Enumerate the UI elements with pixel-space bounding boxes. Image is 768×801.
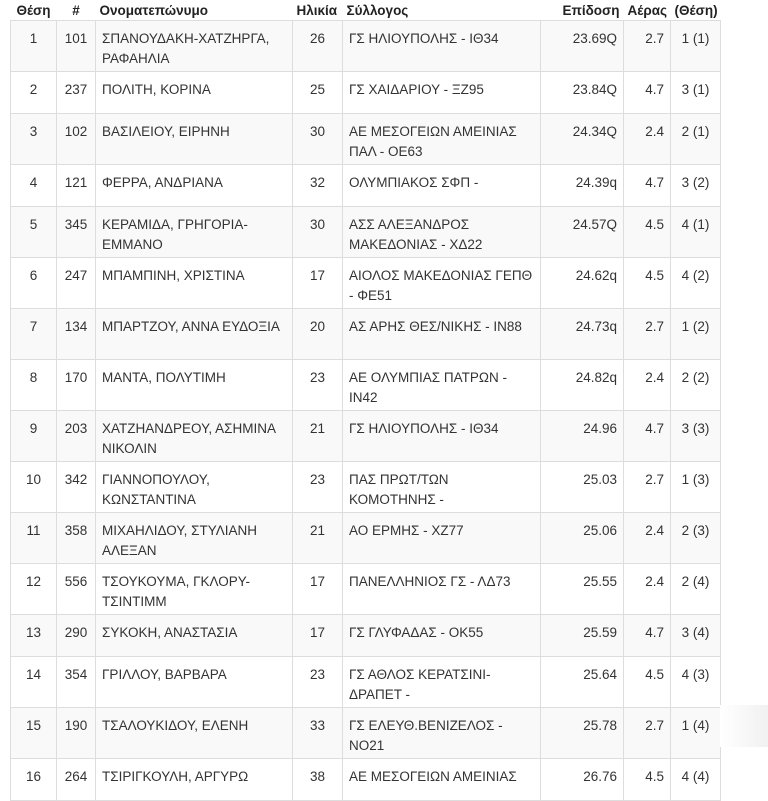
cell-age: 26 xyxy=(293,21,343,72)
cell-performance: 24.96 xyxy=(541,411,624,462)
cell-wind: 4.5 xyxy=(624,759,671,801)
cell-wind: 4.5 xyxy=(624,657,671,708)
table-row xyxy=(11,708,721,759)
cell-athlete-name: ΓΡΙΛΛΟΥ, ΒΑΡΒΑΡΑ xyxy=(96,657,293,708)
cell-athlete-name: ΤΣΟΥΚΟΥΜΑ, ΓΚΛΟΡΥ-ΤΣΙΝΤΙΜΜ xyxy=(96,564,293,615)
cell-position: 12 xyxy=(11,564,57,615)
table-row xyxy=(11,657,721,708)
cell-wind: 2.4 xyxy=(624,114,671,165)
cell-bib-number: 102 xyxy=(57,114,96,165)
table-row xyxy=(11,165,721,207)
cell-position: 4 xyxy=(11,165,57,207)
table-row xyxy=(11,759,721,801)
cell-performance: 25.55 xyxy=(541,564,624,615)
cell-athlete-name: ΣΠΑΝΟΥΔΑΚΗ-ΧΑΤΖΗΡΓΑ, ΡΑΦΑΗΛΙΑ xyxy=(96,21,293,72)
cell-athlete-name: ΜΙΧΑΗΛΙΔΟΥ, ΣΤΥΛΙΑΝΗ ΑΛΕΞΑΝ xyxy=(96,513,293,564)
table-row xyxy=(11,462,721,513)
cell-athlete-name: ΦΕΡΡΑ, ΑΝΔΡΙΑΝΑ xyxy=(96,165,293,207)
cell-age: 25 xyxy=(293,72,343,114)
cell-club: ΓΣ ΓΛΥΦΑΔΑΣ - ΟΚ55 xyxy=(343,615,541,657)
cell-heat-position: 4 (4) xyxy=(671,759,721,801)
cell-bib-number: 290 xyxy=(57,615,96,657)
cell-wind: 4.7 xyxy=(624,72,671,114)
cell-age: 23 xyxy=(293,462,343,513)
cell-position: 2 xyxy=(11,72,57,114)
cell-athlete-name: ΜΑΝΤΑ, ΠΟΛΥΤΙΜΗ xyxy=(96,360,293,411)
cell-age: 17 xyxy=(293,564,343,615)
cell-club: ΑΙΟΛΟΣ ΜΑΚΕΔΟΝΙΑΣ ΓΕΠΘ - ΦΕ51 xyxy=(343,258,541,309)
table-row xyxy=(11,564,721,615)
cell-bib-number: 358 xyxy=(57,513,96,564)
cell-age: 23 xyxy=(293,360,343,411)
cell-athlete-name: ΒΑΣΙΛΕΙΟΥ, ΕΙΡΗΝΗ xyxy=(96,114,293,165)
cell-heat-position: 1 (4) xyxy=(671,708,721,759)
header-position[interactable]: Θέση xyxy=(16,2,51,18)
cell-bib-number: 345 xyxy=(57,207,96,258)
cell-club: ΓΣ ΗΛΙΟΥΠΟΛΗΣ - ΙΘ34 xyxy=(343,21,541,72)
cell-position: 7 xyxy=(11,309,57,360)
cell-club: ΑΟ ΕΡΜΗΣ - ΧΖ77 xyxy=(343,513,541,564)
cell-heat-position: 4 (2) xyxy=(671,258,721,309)
table-row xyxy=(11,258,721,309)
cell-athlete-name: ΓΙΑΝΝΟΠΟΥΛΟΥ, ΚΩΝΣΤΑΝΤΙΝΑ xyxy=(96,462,293,513)
table-header xyxy=(11,0,721,21)
cell-wind: 2.7 xyxy=(624,21,671,72)
cell-bib-number: 247 xyxy=(57,258,96,309)
cell-performance: 23.69Q xyxy=(541,21,624,72)
cell-club: ΓΣ ΧΑΙΔΑΡΙΟΥ - ΞΖ95 xyxy=(343,72,541,114)
cell-club: ΑΕ ΟΛΥΜΠΙΑΣ ΠΑΤΡΩΝ - ΙΝ42 xyxy=(343,360,541,411)
cell-age: 20 xyxy=(293,309,343,360)
cell-wind: 4.7 xyxy=(624,411,671,462)
table-row xyxy=(11,360,721,411)
cell-position: 13 xyxy=(11,615,57,657)
cell-performance: 26.76 xyxy=(541,759,624,801)
cell-position: 8 xyxy=(11,360,57,411)
cell-heat-position: 1 (2) xyxy=(671,309,721,360)
cell-age: 23 xyxy=(293,657,343,708)
cell-bib-number: 342 xyxy=(57,462,96,513)
cell-heat-position: 2 (3) xyxy=(671,513,721,564)
cell-wind: 4.7 xyxy=(624,615,671,657)
cell-athlete-name: ΤΣΙΡΙΓΚΟΥΛΗ, ΑΡΓΥΡΩ xyxy=(96,759,293,801)
table-row xyxy=(11,309,721,360)
cell-bib-number: 264 xyxy=(57,759,96,801)
cell-athlete-name: ΚΕΡΑΜΙΔΑ, ΓΡΗΓΟΡΙΑ-ΕΜΜΑΝΟ xyxy=(96,207,293,258)
results-table-container xyxy=(10,0,720,801)
cell-club: ΠΑΝΕΛΛΗΝΙΟΣ ΓΣ - ΛΔ73 xyxy=(343,564,541,615)
cell-position: 14 xyxy=(11,657,57,708)
cell-wind: 2.4 xyxy=(624,360,671,411)
table-row xyxy=(11,411,721,462)
cell-athlete-name: ΤΣΑΛΟΥΚΙΔΟΥ, ΕΛΕΝΗ xyxy=(96,708,293,759)
cell-bib-number: 190 xyxy=(57,708,96,759)
cell-performance: 25.64 xyxy=(541,657,624,708)
cell-club: ΑΕ ΜΕΣΟΓΕΙΩΝ ΑΜΕΙΝΙΑΣ xyxy=(343,759,541,801)
cell-club: ΟΛΥΜΠΙΑΚΟΣ ΣΦΠ - xyxy=(343,165,541,207)
cell-wind: 2.7 xyxy=(624,309,671,360)
cell-heat-position: 3 (3) xyxy=(671,411,721,462)
cell-bib-number: 556 xyxy=(57,564,96,615)
cell-bib-number: 121 xyxy=(57,165,96,207)
cell-performance: 24.73q xyxy=(541,309,624,360)
cell-club: ΑΣ ΑΡΗΣ ΘΕΣ/ΝΙΚΗΣ - ΙΝ88 xyxy=(343,309,541,360)
cell-performance: 24.62q xyxy=(541,258,624,309)
cell-age: 30 xyxy=(293,114,343,165)
table-row xyxy=(11,21,721,72)
cell-performance: 24.39q xyxy=(541,165,624,207)
cell-age: 30 xyxy=(293,207,343,258)
cell-age: 21 xyxy=(293,513,343,564)
cell-performance: 25.06 xyxy=(541,513,624,564)
table-body xyxy=(11,21,721,801)
cell-wind: 2.7 xyxy=(624,708,671,759)
cell-heat-position: 1 (1) xyxy=(671,21,721,72)
cell-heat-position: 4 (1) xyxy=(671,207,721,258)
header-row xyxy=(11,0,721,21)
cell-wind: 4.7 xyxy=(624,165,671,207)
cell-position: 10 xyxy=(11,462,57,513)
table-row xyxy=(11,114,721,165)
header-club[interactable]: Σύλλογος xyxy=(346,2,409,18)
cell-position: 5 xyxy=(11,207,57,258)
header-heat-position[interactable]: (Θέση) xyxy=(674,2,718,18)
cell-bib-number: 354 xyxy=(57,657,96,708)
cell-position: 15 xyxy=(11,708,57,759)
cell-heat-position: 3 (2) xyxy=(671,165,721,207)
cell-performance: 23.84Q xyxy=(541,72,624,114)
cell-athlete-name: ΜΠΑΡΤΖΟΥ, ΑΝΝΑ ΕΥΔΟΞΙΑ xyxy=(96,309,293,360)
cell-heat-position: 2 (1) xyxy=(671,114,721,165)
header-name[interactable]: Ονοματεπώνυμο xyxy=(99,2,208,18)
table-row xyxy=(11,207,721,258)
cell-wind: 2.4 xyxy=(624,513,671,564)
cell-heat-position: 3 (1) xyxy=(671,72,721,114)
cell-club: ΑΕ ΜΕΣΟΓΕΙΩΝ ΑΜΕΙΝΙΑΣ ΠΑΛ - ΟΕ63 xyxy=(343,114,541,165)
cell-athlete-name: ΧΑΤΖΗΑΝΔΡΕΟΥ, ΑΣΗΜΙΝΑ ΝΙΚΟΛΙΝ xyxy=(96,411,293,462)
cell-wind: 2.7 xyxy=(624,462,671,513)
cell-heat-position: 1 (3) xyxy=(671,462,721,513)
cell-heat-position: 2 (4) xyxy=(671,564,721,615)
cell-performance: 25.03 xyxy=(541,462,624,513)
cell-position: 16 xyxy=(11,759,57,801)
table-row xyxy=(11,513,721,564)
table-row xyxy=(11,72,721,114)
cell-position: 9 xyxy=(11,411,57,462)
cell-wind: 2.4 xyxy=(624,564,671,615)
header-wind[interactable]: Αέρας xyxy=(627,2,668,18)
cell-bib-number: 101 xyxy=(57,21,96,72)
cell-performance: 25.59 xyxy=(541,615,624,657)
cell-age: 38 xyxy=(293,759,343,801)
cell-bib-number: 170 xyxy=(57,360,96,411)
header-age[interactable]: Ηλικία xyxy=(296,2,338,18)
cell-bib-number: 203 xyxy=(57,411,96,462)
cell-performance: 24.57Q xyxy=(541,207,624,258)
cell-athlete-name: ΣΥΚΟΚΗ, ΑΝΑΣΤΑΣΙΑ xyxy=(96,615,293,657)
cell-heat-position: 4 (3) xyxy=(671,657,721,708)
cell-performance: 25.78 xyxy=(541,708,624,759)
cell-age: 17 xyxy=(293,258,343,309)
cell-athlete-name: ΠΟΛΙΤΗ, ΚΟΡΙΝΑ xyxy=(96,72,293,114)
results-table xyxy=(10,0,721,801)
cell-club: ΓΣ ΗΛΙΟΥΠΟΛΗΣ - ΙΘ34 xyxy=(343,411,541,462)
cell-age: 33 xyxy=(293,708,343,759)
cell-age: 17 xyxy=(293,615,343,657)
edge-shadow xyxy=(720,705,768,747)
cell-club: ΓΣ ΑΘΛΟΣ ΚΕΡΑΤΣΙΝΙ-ΔΡΑΠΕΤ - xyxy=(343,657,541,708)
cell-bib-number: 134 xyxy=(57,309,96,360)
cell-wind: 4.5 xyxy=(624,258,671,309)
cell-performance: 24.34Q xyxy=(541,114,624,165)
header-bib-number[interactable]: # xyxy=(72,2,80,18)
cell-position: 11 xyxy=(11,513,57,564)
cell-position: 3 xyxy=(11,114,57,165)
cell-club: ΠΑΣ ΠΡΩΤ/ΤΩΝ ΚΟΜΟΤΗΝΗΣ - xyxy=(343,462,541,513)
cell-club: ΑΣΣ ΑΛΕΞΑΝΔΡΟΣ ΜΑΚΕΔΟΝΙΑΣ - ΧΔ22 xyxy=(343,207,541,258)
cell-age: 21 xyxy=(293,411,343,462)
cell-position: 1 xyxy=(11,21,57,72)
cell-heat-position: 3 (4) xyxy=(671,615,721,657)
cell-heat-position: 2 (2) xyxy=(671,360,721,411)
cell-bib-number: 237 xyxy=(57,72,96,114)
cell-athlete-name: ΜΠΑΜΠΙΝΗ, ΧΡΙΣΤΙΝΑ xyxy=(96,258,293,309)
header-performance[interactable]: Επίδοση xyxy=(562,2,620,18)
cell-age: 32 xyxy=(293,165,343,207)
cell-position: 6 xyxy=(11,258,57,309)
cell-wind: 4.5 xyxy=(624,207,671,258)
cell-performance: 24.82q xyxy=(541,360,624,411)
cell-club: ΓΣ ΕΛΕΥΘ.ΒΕΝΙΖΕΛΟΣ - ΝΟ21 xyxy=(343,708,541,759)
table-row xyxy=(11,615,721,657)
